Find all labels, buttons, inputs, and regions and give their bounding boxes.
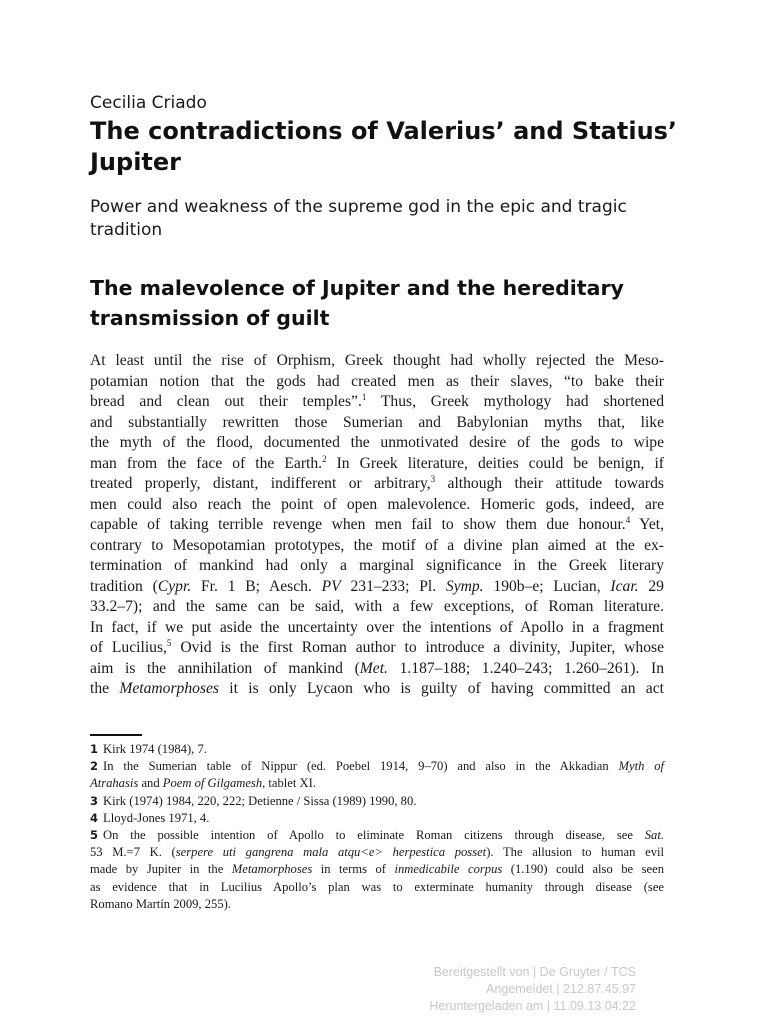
footnote-line: Romano Martín 2009, 255). [90,896,231,911]
watermark-line: Heruntergeladen am | 11.09.13 04:22 [429,999,636,1013]
footnote-line: 3 Kirk (1974) 1984, 220, 222; Detienne / Sissa (1989) 1990, 80. [90,793,417,808]
body-line: treated properly, distant, indifferent or arbitrary,$^3$ although their attitude towards [90,474,664,492]
body-line: man from the face of the Earth.$^2$ In Greek literature, deities could be benign, if [90,453,664,472]
footnote-line: Atrahasis and Poem of Gilgamesh, tablet XI. [90,776,316,791]
download-watermark [429,964,636,1015]
body-line: of Lucilius,$^5$ Ovid is the first Roman author to introduce a divinity, Jupiter, whose [90,638,664,656]
footnote-number: 4 [90,810,99,825]
body-line: 33.2–7); and the same can be said, with a few exceptions, of Roman literature. [90,598,664,615]
chapter-title: The contradictions of Valerius’ and Statius’ Jupiter [90,117,678,176]
italic-text: Atrahasis [90,776,139,791]
body-line: men could also reach the point of open malevolence. Homeric gods, indeed, are [90,495,664,513]
footnote-divider [90,734,142,736]
footnote-number: 5 [90,827,99,842]
footnote-ref[interactable]: 2 [322,453,327,464]
italic-text: Icar. [610,577,639,595]
footnote-number: 1 [90,742,99,756]
author-name: Cecilia Criado [90,93,207,113]
footnote-line: made by Jupiter in the Metamorphoses in terms of inmedicabile corpus (1.190) could also be seen [90,862,664,877]
italic-text: Symp. [445,577,484,595]
body-line: and substantially rewritten those Sumerian and Babylonian myths that, like [90,413,664,431]
italic-text: inmedicabile corpus [394,862,503,877]
body-line: aim is the annihilation of mankind (Met. 1.187–188; 1.240–243; 1.260–261). In [90,659,664,677]
body-line: the myth of the flood, documented the unmotivated desire of the gods to wipe [90,434,664,451]
body-text [90,351,664,700]
footnote-ref[interactable]: 1 [361,392,367,402]
footnote-line: 53 M.=7 K. (serpere uti gangrena mala atqu<e> herpestica posset). The allusion to human evil [90,845,664,860]
body-line: In fact, if we put aside the uncertainty over the intentions of Apollo in a fragment [90,618,664,636]
italic-text: Poem of Gilgamesh [162,776,263,791]
body-line: potamian notion that the gods had created men as their slaves, “to bake their [90,372,664,390]
body-line: contrary to Mesopotamian prototypes, the motif of a divine plan aimed at the ex- [90,536,664,554]
chapter-subtitle: Power and weakness of the supreme god in the epic and tragic tradition [90,197,627,240]
watermark-line: Angemeldet | 212.87.45.97 [486,982,636,996]
footnotes [90,741,664,913]
italic-text: Metamorphoses [231,862,313,877]
body-line: the Metamorphoses it is only Lycaon who is guilty of having committed an act [90,680,664,697]
footnote-number: 3 [90,793,99,808]
footnote-ref[interactable]: 4 [625,515,631,525]
italic-text: PV [321,577,341,595]
watermark-line: Bereitgestellt von | De Gruyter / TCS [433,965,636,979]
footnote-line: 2 In the Sumerian table of Nippur (ed. Poebel 1914, 9–70) and also in the Akkadian Myth of [90,759,664,774]
body-line: bread and clean out their temples”.$^1$ Thus, Greek mythology had shortened [90,392,664,410]
body-line: termination of mankind had only a marginal significance in the Greek literary [90,557,664,574]
body-line: At least until the rise of Orphism, Greek thought had wholly rejected the Meso- [90,352,664,369]
italic-text: Sat. [644,827,664,842]
italic-text: Myth of [618,759,664,774]
footnote-ref[interactable]: 5 [166,638,172,648]
footnote-ref[interactable]: 3 [430,474,436,484]
italic-text: Metamorphoses [119,680,219,697]
section-heading: The malevolence of Jupiter and the hereditary transmission of guilt [90,276,624,330]
footnote-line: 1 Kirk 1974 (1984), 7. [90,742,207,756]
body-line: capable of taking terrible revenge when men fail to show them due honour.$^4$ Yet, [90,515,664,533]
italic-text: Cypr. [157,577,192,595]
footnote-line: 5 On the possible intention of Apollo to eliminate Roman citizens through disease, see Sat. [90,827,664,842]
footnote-line: as evidence that in Lucilius Apollo’s plan was to exterminate humanity through disease (see [90,879,664,894]
footnote-number: 2 [90,759,99,774]
body-line: tradition (Cypr. Fr. 1 B; Aesch. PV 231–233; Pl. Symp. 190b–e; Lucian, Icar. 29 [90,577,664,595]
italic-text: serpere uti gangrena mala atqu<e> herpestica posset [175,845,487,860]
italic-text: Met. [359,659,388,677]
footnote-line: 4 Lloyd-Jones 1971, 4. [90,810,210,825]
